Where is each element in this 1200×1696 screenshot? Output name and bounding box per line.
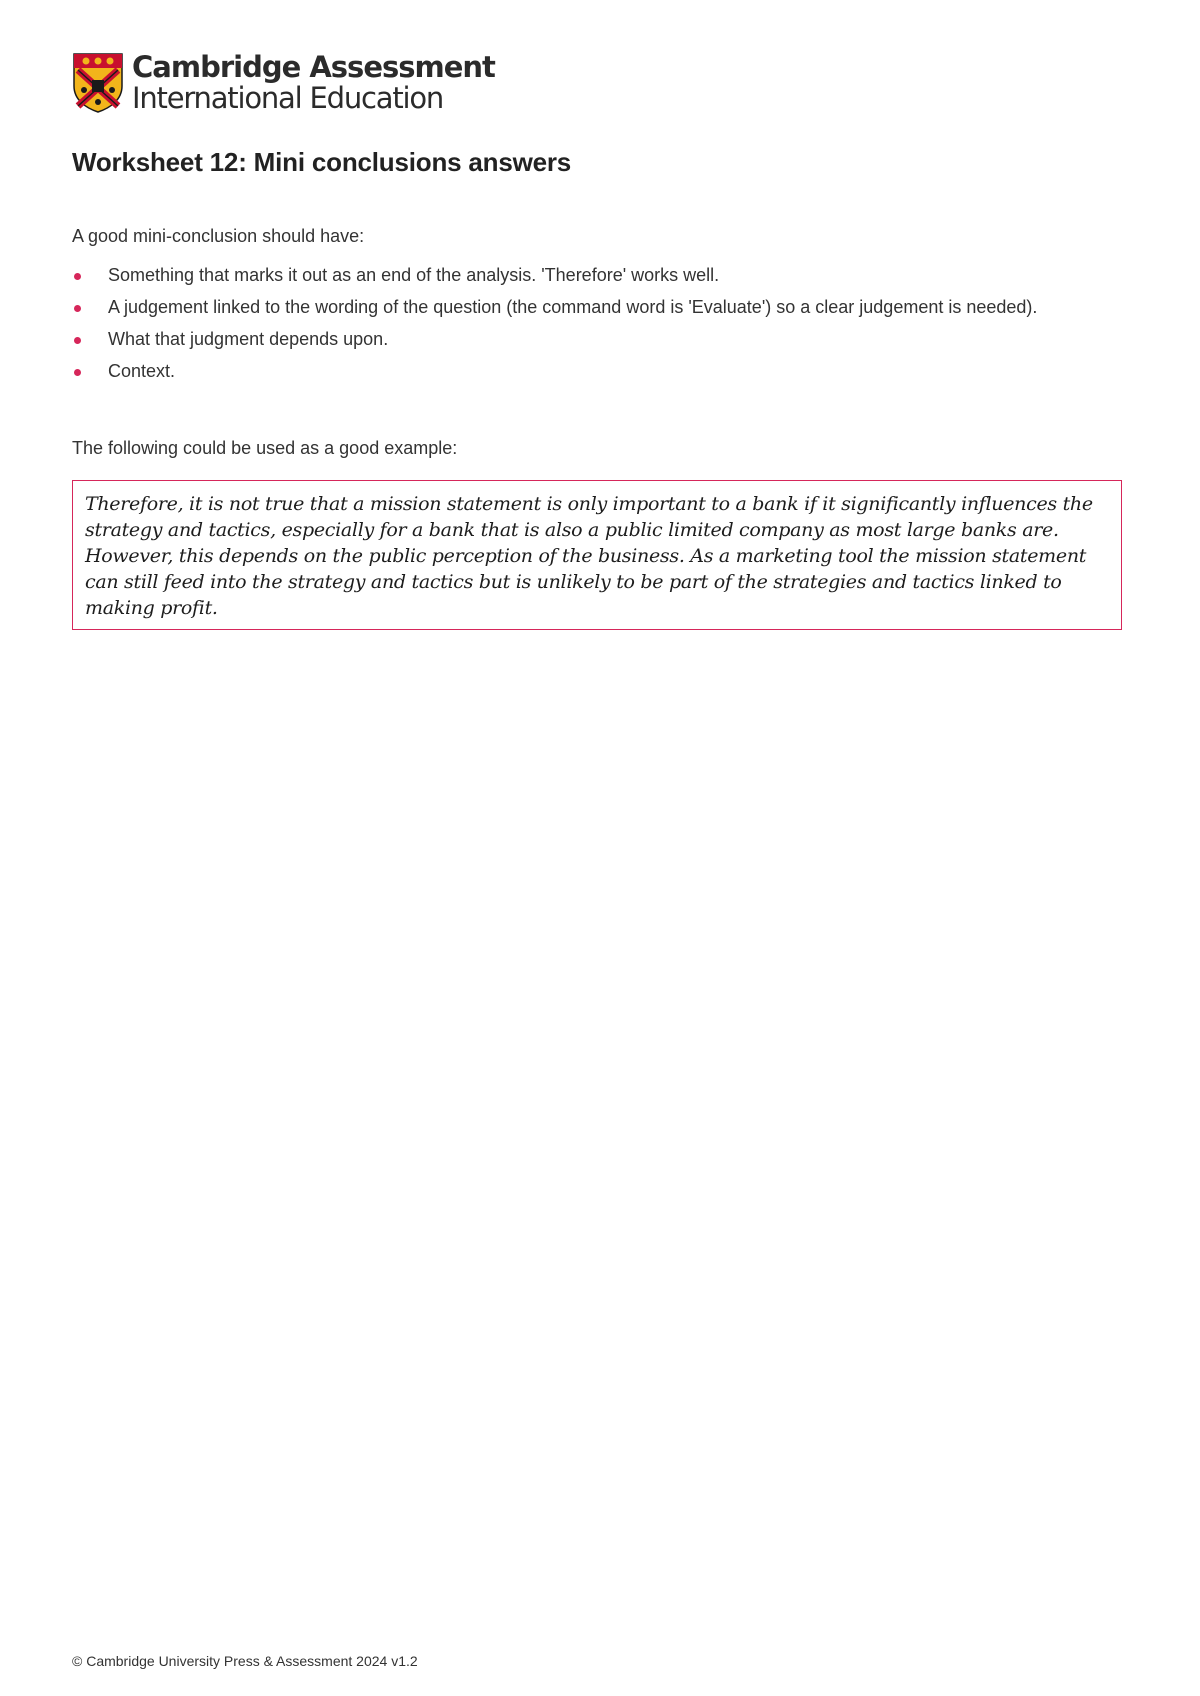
- list-item: [72, 294, 1082, 320]
- cambridge-shield-icon: [72, 52, 124, 114]
- bullet-icon: [74, 337, 81, 344]
- logo-line-1: Cambridge Assessment: [132, 50, 495, 84]
- example-answer-text: Therefore, it is not true that a mission statement is only important to a bank if it significantly influences the strategy and tactics, especially for a bank that is also a public limited company as most large banks are. However, this depends on the public perception of the business. As a marketing tool the mission statement can still feed into the strategy and tactics but is unlikely to be part of the strategies and tactics linked to making profit.: [85, 493, 1093, 619]
- list-item-text: What that judgment depends upon.: [108, 329, 389, 349]
- intro-text: A good mini-conclusion should have:: [72, 226, 365, 246]
- worksheet-title: Worksheet 12: Mini conclusions answers: [72, 147, 572, 177]
- logo-wordmark: [132, 52, 495, 114]
- logo-line-2: International Education: [132, 81, 444, 115]
- example-lead-text: The following could be used as a good example:: [72, 438, 458, 458]
- list-item: [72, 358, 1082, 384]
- example-answer-box: [72, 480, 1122, 630]
- bullet-icon: [74, 369, 81, 376]
- cambridge-logo: [72, 52, 495, 114]
- bullet-icon: [74, 305, 81, 312]
- list-item: [72, 262, 1082, 288]
- list-item: [72, 326, 1082, 352]
- list-item-text: A judgement linked to the wording of the question (the command word is 'Evaluate') so a clear judgement is needed).: [108, 297, 1038, 317]
- list-item-text: Context.: [108, 361, 176, 381]
- bullet-icon: [74, 273, 81, 280]
- list-item-text: Something that marks it out as an end of the analysis. 'Therefore' works well.: [108, 265, 720, 285]
- copyright-footer: © Cambridge University Press & Assessment 2024 v1.2: [72, 1653, 418, 1669]
- criteria-list: [72, 262, 1082, 390]
